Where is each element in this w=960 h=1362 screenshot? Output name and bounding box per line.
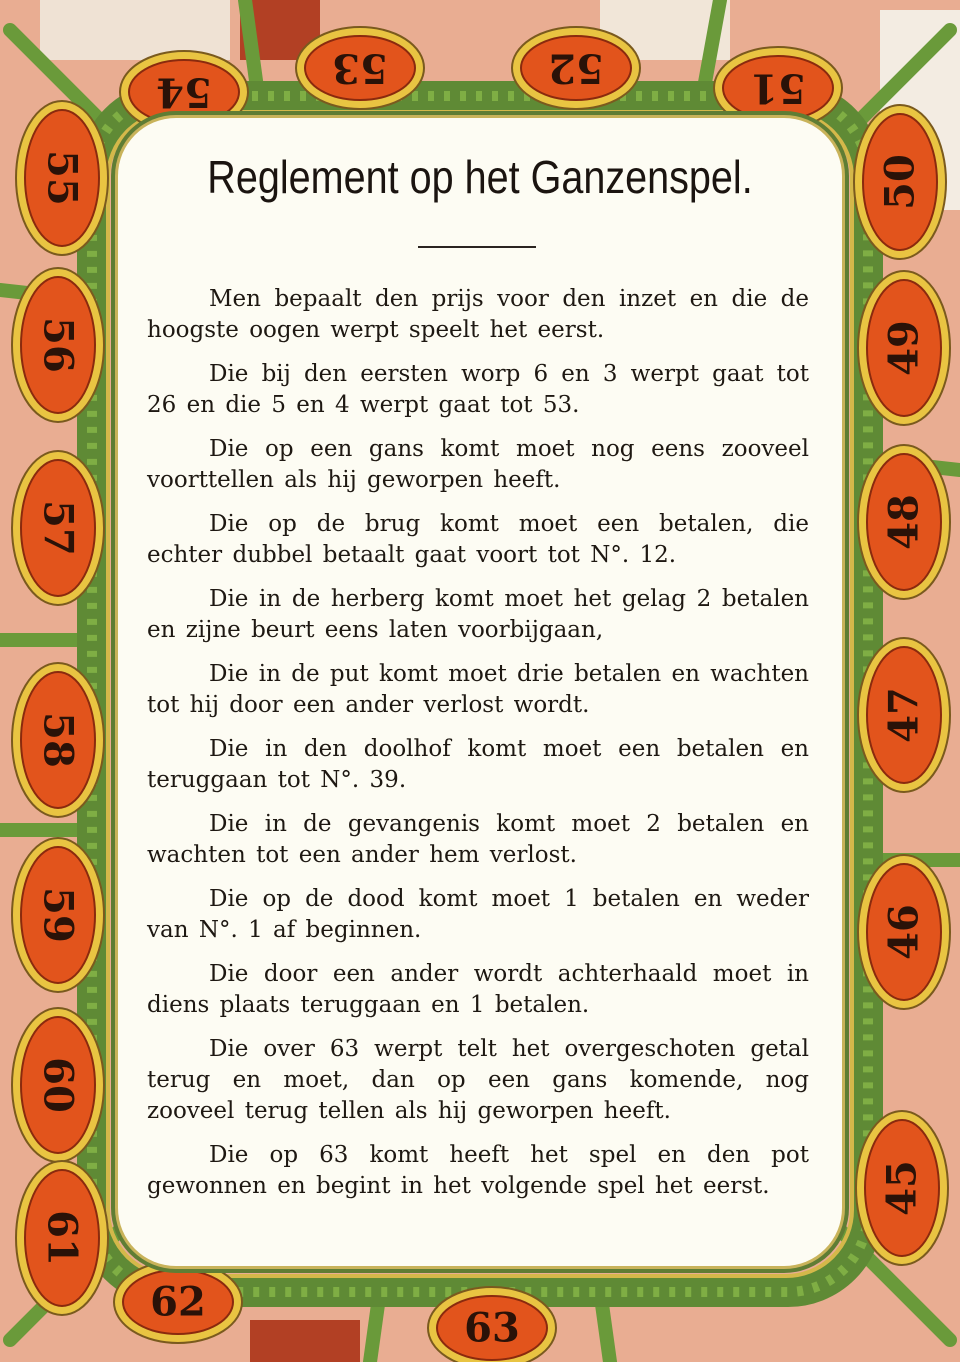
square-number: 50 — [876, 154, 924, 210]
square-cartouche — [856, 1111, 948, 1265]
square-number: 62 — [150, 1278, 206, 1326]
square-cartouche — [512, 27, 640, 109]
page-title: Reglement op het Ganzenspel. — [207, 151, 753, 203]
rule-paragraph: Die in de gevangenis komt moet 2 betalen en wachten tot een ander hem verlost. — [147, 811, 809, 868]
rule-paragraph: Die in den doolhof komt moet een betalen en teruggaan tot N°. 39. — [147, 736, 809, 793]
rules-list — [147, 284, 809, 1215]
square-cartouche — [714, 47, 842, 129]
rule-paragraph: Die over 63 werpt telt het overgeschoten getal terug en moet, dan op een gans komende, nog zooveel terug tellen als hij geworpen heeft. — [147, 1036, 809, 1124]
square-number: 54 — [156, 68, 212, 116]
square-number: 57 — [34, 500, 82, 556]
square-number: 63 — [464, 1304, 520, 1352]
square-number: 49 — [880, 320, 928, 376]
rule-paragraph: Die in de herberg komt moet het gelag 2 betalen en zijne beurt eens laten voorbijgaan, — [147, 586, 809, 643]
rule-paragraph: Die op een gans komt moet nog eens zooveel voorttellen als hij geworpen heeft. — [147, 436, 809, 493]
square-cartouche — [858, 271, 950, 425]
square-cartouche — [296, 27, 424, 109]
square-cartouche — [858, 445, 950, 599]
corner-picture — [40, 0, 230, 60]
square-number: 52 — [548, 44, 604, 92]
square-cartouche — [428, 1287, 556, 1362]
square-cartouche — [12, 838, 104, 992]
square-cartouche — [114, 1261, 242, 1343]
rule-paragraph: Die op de dood komt moet 1 betalen en weder van N°. 1 af beginnen. — [147, 886, 809, 943]
square-cartouche — [858, 638, 950, 792]
square-number: 58 — [34, 712, 82, 768]
title-divider — [418, 246, 536, 248]
square-number: 47 — [880, 687, 928, 743]
square-number: 61 — [38, 1210, 86, 1266]
rule-paragraph: Men bepaalt den prijs voor den inzet en die de hoogste oogen werpt speelt het eerst. — [147, 286, 809, 343]
rule-paragraph: Die op 63 komt heeft het spel en den pot gewonnen en begint in het volgende spel het eerst. — [147, 1142, 809, 1199]
square-cartouche — [858, 855, 950, 1009]
square-number: 59 — [34, 887, 82, 943]
rule-paragraph: Die door een ander wordt achterhaald moet in diens plaats teruggaan en 1 betalen. — [147, 961, 809, 1018]
square-number: 55 — [38, 150, 86, 206]
square-cartouche — [16, 1161, 108, 1315]
square-cartouche — [12, 663, 104, 817]
square-number: 53 — [332, 44, 388, 92]
rule-paragraph: Die in de put komt moet drie betalen en wachten tot hij door een ander verlost wordt. — [147, 661, 809, 718]
square-number: 48 — [880, 494, 928, 550]
rule-paragraph: Die bij den eersten worp 6 en 3 werpt gaat tot 26 en die 5 en 4 werpt gaat tot 53. — [147, 361, 809, 418]
rule-paragraph: Die op de brug komt moet een betalen, die echter dubbel betaalt gaat voort tot N°. 12. — [147, 511, 809, 568]
square-number: 45 — [878, 1160, 926, 1216]
square-cartouche — [12, 268, 104, 422]
square-number: 60 — [34, 1057, 82, 1113]
square-number: 46 — [880, 904, 928, 960]
square-number: 56 — [34, 317, 82, 373]
square-cartouche — [12, 451, 104, 605]
square-cartouche — [12, 1008, 104, 1162]
square-number: 51 — [750, 64, 806, 112]
